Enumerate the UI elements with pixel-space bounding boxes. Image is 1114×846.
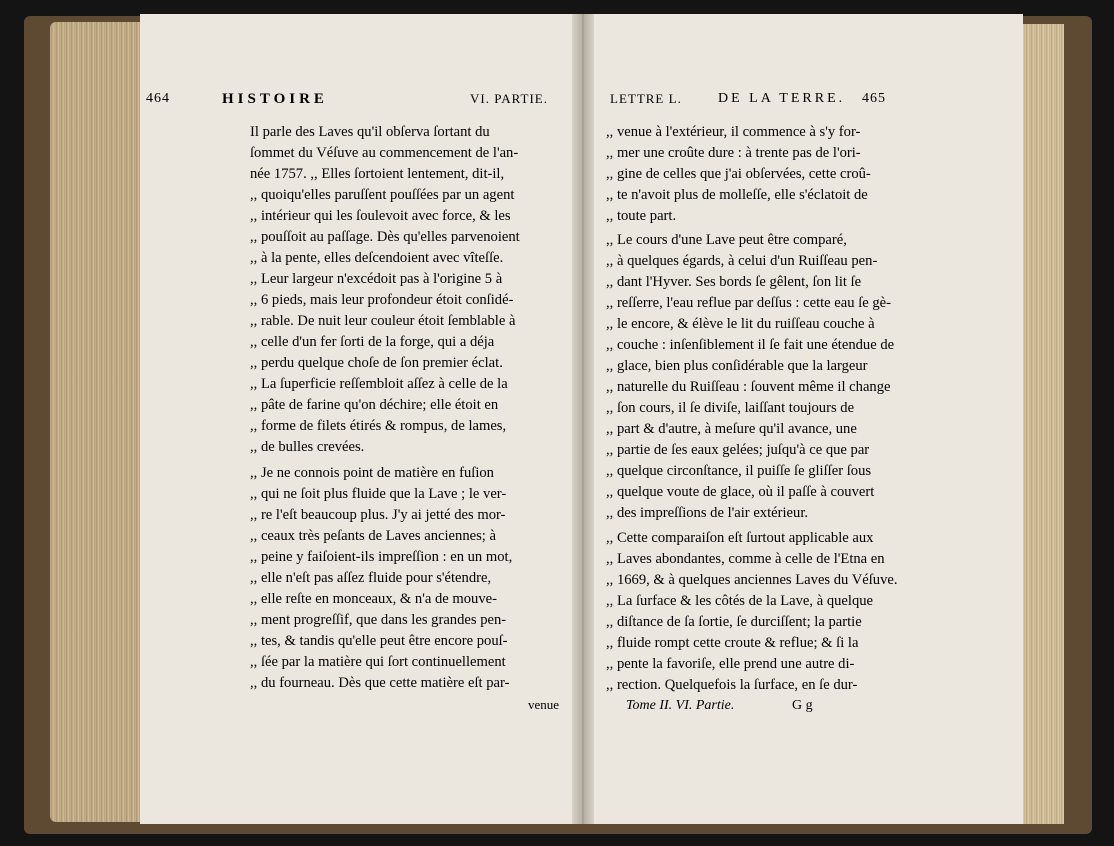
text-line: ,, ceaux très peſants de Laves anciennes; à: [250, 528, 496, 544]
right-page-number: 465: [862, 91, 886, 106]
text-line: ,, reſſerre, l'eau reflue par deſſus : cette eau ſe gè-: [606, 295, 892, 311]
text-line: ,, celle d'un fer ſorti de la forge, qui a déja: [250, 334, 495, 350]
text-line: ,, dant l'Hyver. Ses bords ſe gêlent, ſon lit ſe: [606, 274, 862, 290]
text-line: ,, à la pente, elles deſcendoient avec vîteſſe.: [250, 250, 504, 266]
text-line: ,, Le cours d'une Lave peut être comparé,: [606, 232, 847, 248]
text-line: ,, perdu quelque choſe de ſon premier éclat.: [250, 355, 503, 371]
text-line: ,, couche : inſenſiblement il ſe fait une étendue de: [606, 337, 895, 353]
book-gutter: [572, 14, 594, 824]
text-line: ,, elle reſte en monceaux, & n'a de mouve-: [250, 591, 497, 607]
text-line: ,, gine de celles que j'ai obſervées, cette croû-: [606, 166, 871, 182]
text-line: ,, mer une croûte dure : à trente pas de l'ori-: [606, 145, 861, 161]
text-line: ,, ſée par la matière qui ſort continuellement: [250, 654, 506, 670]
text-line: ,, venue à l'extérieur, il commence à s'y for-: [606, 124, 861, 140]
text-line: ſommet du Véſuve au commencement de l'an-: [250, 145, 519, 161]
text-line: ,, du fourneau. Dès que cette matière eſt par-: [250, 675, 510, 691]
text-line: ,, de bulles crevées.: [250, 439, 365, 455]
right-running-title: DE LA TERRE.: [718, 91, 846, 106]
text-line: ,, Laves abondantes, comme à celle de l'Etna en: [606, 551, 885, 567]
text-line: Il parle des Laves qu'il obſerva ſortant du: [250, 124, 490, 140]
text-line: ,, quelque circonſtance, il puiſſe ſe gliſſer ſous: [606, 463, 872, 479]
text-line: ,, ſon cours, il ſe diviſe, laiſſant toujours de: [606, 400, 855, 416]
left-running-title: HISTOIRE: [222, 91, 328, 107]
text-line: ,, pouſſoit au paſſage. Dès qu'elles parvenoient: [250, 229, 520, 245]
text-line: ,, part & d'autre, à meſure qu'il avance, une: [606, 421, 857, 437]
text-line: ,, partie de ſes eaux gelées; juſqu'à ce que par: [606, 442, 870, 458]
text-line: née 1757. ,, Elles ſortoient lentement, dit-il,: [250, 166, 505, 182]
text-line: ,, peine y faiſoient-ils impreſſion : en un mot,: [250, 549, 513, 565]
text-line: ,, La ſuperficie reſſembloit aſſez à celle de la: [250, 376, 508, 392]
text-line: ,, diſtance de ſa ſortie, ſe durciſſent; la partie: [606, 614, 862, 630]
text-line: ,, re l'eſt beaucoup plus. J'y ai jetté des mor-: [250, 507, 506, 523]
text-line: ,, qui ne ſoit plus fluide que la Lave ; le ver-: [250, 486, 507, 502]
text-line: ,, toute part.: [606, 208, 677, 224]
text-line: ,, intérieur qui les ſoulevoit avec force, & les: [250, 208, 511, 224]
text-line: ,, forme de filets étirés & rompus, de lames,: [250, 418, 507, 434]
right-footer-tome: Tome II. VI. Partie.: [626, 698, 735, 713]
text-line: ,, elle n'eſt pas aſſez fluide pour s'étendre,: [250, 570, 492, 586]
text-line: ,, 6 pieds, mais leur profondeur étoit conſidé-: [250, 292, 514, 308]
right-signature-mark: G g: [792, 698, 813, 713]
text-line: ,, Leur largeur n'excédoit pas à l'origine 5 à: [250, 271, 503, 287]
text-line: ,, naturelle du Ruiſſeau : ſouvent même il change: [606, 379, 891, 395]
text-line: ,, Je ne connois point de matière en fuſion: [250, 465, 494, 481]
text-line: ,, Cette comparaiſon eſt ſurtout applicable aux: [606, 530, 874, 546]
right-lettre-label: LETTRE L.: [610, 91, 682, 106]
text-line: ,, te n'avoit plus de molleſſe, elle s'éclatoit de: [606, 187, 868, 203]
text-line: ,, glace, bien plus conſidérable que la largeur: [606, 358, 868, 374]
text-line: ,, fluide rompt cette croute & reflue; & ſi la: [606, 635, 859, 651]
text-line: ,, ment progreſſif, que dans les grandes pen-: [250, 612, 507, 628]
text-line: ,, 1669, & à quelques anciennes Laves du Véſuve.: [606, 572, 898, 588]
page-edges-left: [50, 22, 146, 822]
text-line: ,, pente la favoriſe, elle prend une autre di-: [606, 656, 855, 672]
text-line: ,, quelque voute de glace, où il paſſe à couvert: [606, 484, 875, 500]
text-line: ,, tes, & tandis qu'elle peut être encore pouſ-: [250, 633, 508, 649]
left-part-label: VI. PARTIE.: [470, 91, 548, 106]
text-line: ,, des impreſſions de l'air extérieur.: [606, 505, 809, 521]
text-line: ,, le encore, & élève le lit du ruiſſeau couche à: [606, 316, 875, 332]
text-line: ,, rection. Quelquefois la ſurface, en ſe dur-: [606, 677, 858, 693]
left-catchword: venue: [528, 697, 560, 712]
left-page-number: 464: [146, 91, 170, 106]
text-line: ,, rable. De nuit leur couleur étoit ſemblable à: [250, 313, 516, 329]
text-line: ,, quoiqu'elles paruſſent pouſſées par un agent: [250, 187, 515, 203]
text-line: ,, La ſurface & les côtés de la Lave, à quelque: [606, 593, 874, 609]
text-line: ,, à quelques égards, à celui d'un Ruiſſeau pen-: [606, 253, 878, 269]
text-line: ,, pâte de farine qu'on déchire; elle étoit en: [250, 397, 499, 413]
page-edges-right: [1020, 24, 1064, 824]
